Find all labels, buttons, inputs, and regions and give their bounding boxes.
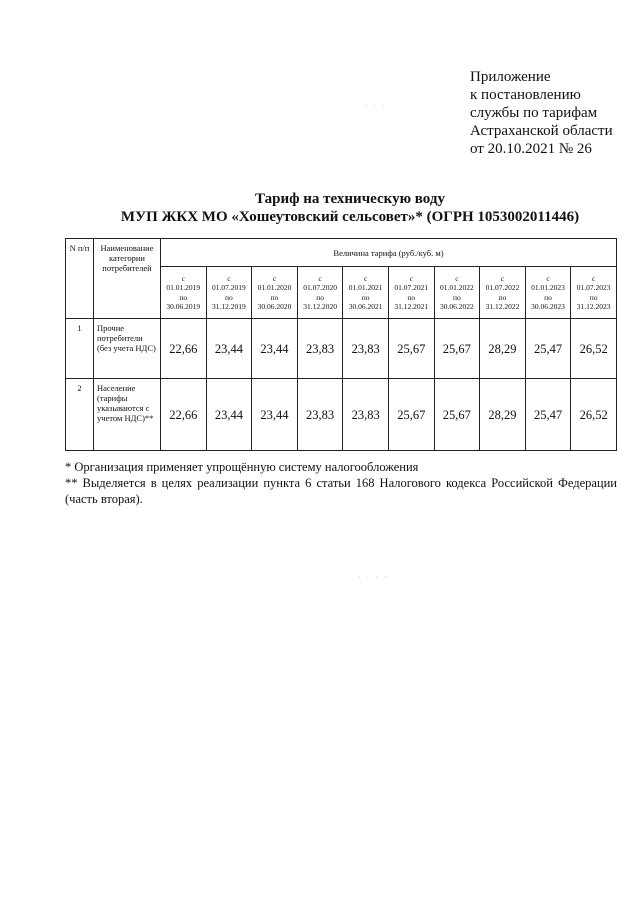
period-cell: с 01.07.2021 по 31.12.2021 <box>388 267 434 319</box>
tariff-value-cell: 23,44 <box>206 319 252 379</box>
header-category: Наименование категории потребителей <box>94 239 161 319</box>
header-tariff-value: Величина тарифа (руб./куб. м) <box>161 239 617 267</box>
document-title: Тариф на техническую воду <box>255 191 445 207</box>
tariff-value-cell: 25,67 <box>434 319 480 379</box>
footnote-2: ** Выделяется в целях реализации пункта 6 статьи 168 Налогового кодекса Российской Федерации (часть вторая). <box>65 476 617 506</box>
row-number: 2 <box>66 379 94 451</box>
document-subtitle: МУП ЖКХ МО «Хошеутовский сельсовет»* (ОГРН 1053002011446) <box>120 209 580 225</box>
tariff-value-cell: 26,52 <box>571 379 617 451</box>
row-number: 1 <box>66 319 94 379</box>
table-row <box>66 319 617 379</box>
tariff-value-cell: 23,44 <box>206 379 252 451</box>
tariff-value-cell: 28,29 <box>480 319 526 379</box>
tariff-value-cell: 22,66 <box>161 379 207 451</box>
period-cell: с 01.01.2019 по 30.06.2019 <box>161 267 207 319</box>
tariff-value-cell: 25,67 <box>434 379 480 451</box>
tariff-value-cell: 23,83 <box>343 319 389 379</box>
scan-speck: · · · <box>365 102 387 111</box>
tariff-value-cell: 25,67 <box>388 319 434 379</box>
period-cell: с 01.01.2023 по 30.06.2023 <box>525 267 571 319</box>
tariff-value-cell: 25,47 <box>525 319 571 379</box>
appendix-line: Астраханской области <box>470 123 613 139</box>
period-cell: с 01.01.2020 по 30.06.2020 <box>252 267 298 319</box>
appendix-line: Приложение <box>470 69 551 85</box>
table-row <box>66 379 617 451</box>
tariff-table <box>65 238 617 451</box>
header-number: N п/п <box>66 239 94 319</box>
appendix-line: от 20.10.2021 № 26 <box>470 141 592 157</box>
period-cell: с 01.07.2020 по 31.12.2020 <box>297 267 343 319</box>
tariff-value-cell: 23,44 <box>252 319 298 379</box>
appendix-line: службы по тарифам <box>470 105 598 121</box>
row-category: Прочие потребители (без учета НДС) <box>94 319 161 379</box>
tariff-value-cell: 23,83 <box>297 319 343 379</box>
footnotes <box>65 459 617 507</box>
tariff-value-cell: 25,67 <box>388 379 434 451</box>
period-cell: с 01.01.2021 по 30.06.2021 <box>343 267 389 319</box>
row-category: Население (тарифы указываются с учетом НДС)** <box>94 379 161 451</box>
period-cell: с 01.07.2022 по 31.12.2022 <box>480 267 526 319</box>
tariff-value-cell: 25,47 <box>525 379 571 451</box>
period-cell: с 01.07.2019 по 31.12.2019 <box>206 267 252 319</box>
scan-speck: · · · · <box>358 573 389 582</box>
appendix-line: к постановлению <box>470 87 581 103</box>
table-header-row <box>66 239 617 267</box>
appendix-block <box>470 68 613 158</box>
period-cell: с 01.01.2022 по 30.06.2022 <box>434 267 480 319</box>
tariff-value-cell: 26,52 <box>571 319 617 379</box>
tariff-value-cell: 28,29 <box>480 379 526 451</box>
tariff-value-cell: 22,66 <box>161 319 207 379</box>
tariff-value-cell: 23,44 <box>252 379 298 451</box>
period-cell: с 01.07.2023 по 31.12.2023 <box>571 267 617 319</box>
footnote-1: * Организация применяет упрощённую систему налогообложения <box>65 460 419 474</box>
tariff-value-cell: 23,83 <box>343 379 389 451</box>
tariff-value-cell: 23,83 <box>297 379 343 451</box>
